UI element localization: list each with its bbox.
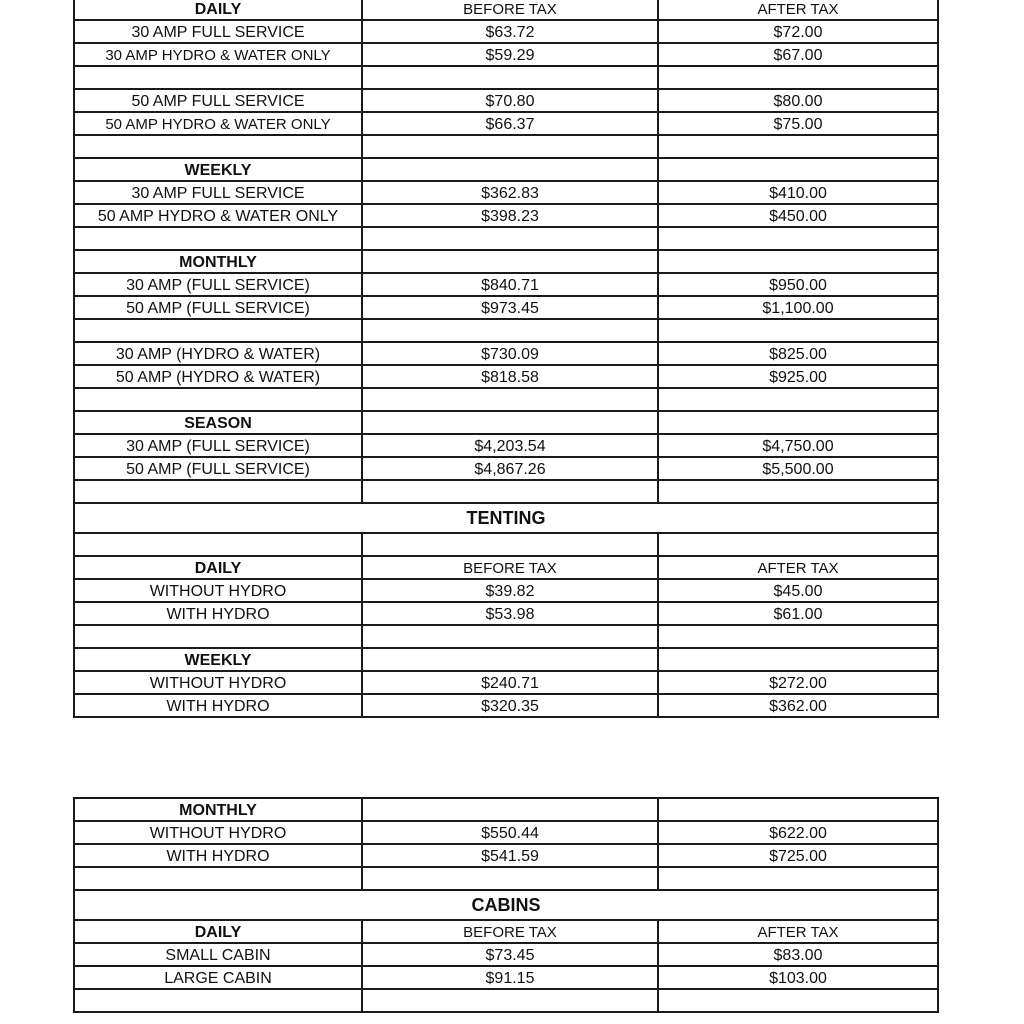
rate-before-tax: $73.45 [362, 943, 658, 966]
rate-label: SMALL CABIN [74, 943, 362, 966]
rate-label: 30 AMP HYDRO & WATER ONLY [74, 43, 362, 66]
rate-after-tax: $83.00 [658, 943, 938, 966]
rate-label: 50 AMP FULL SERVICE [74, 89, 362, 112]
rate-after-tax: $72.00 [658, 20, 938, 43]
table-row [74, 20, 938, 43]
rate-after-tax: $272.00 [658, 671, 938, 694]
table-row [74, 89, 938, 112]
table-row [74, 342, 938, 365]
rate-label: WITH HYDRO [74, 694, 362, 717]
tenting-after-tax-header: AFTER TAX [658, 556, 938, 579]
rv-daily-after-tax-header: AFTER TAX [658, 0, 938, 20]
blank-row [74, 989, 938, 1012]
rate-before-tax: $541.59 [362, 844, 658, 867]
rate-before-tax: $320.35 [362, 694, 658, 717]
rate-after-tax: $67.00 [658, 43, 938, 66]
rate-label: 50 AMP (HYDRO & WATER) [74, 365, 362, 388]
rate-after-tax: $410.00 [658, 181, 938, 204]
rate-before-tax: $59.29 [362, 43, 658, 66]
rv-season-header-row [74, 411, 938, 434]
table-row [74, 296, 938, 319]
rate-after-tax: $5,500.00 [658, 457, 938, 480]
rate-before-tax: $39.82 [362, 579, 658, 602]
table-row [74, 694, 938, 717]
table-row [74, 181, 938, 204]
blank-row [74, 867, 938, 890]
rate-label: 30 AMP FULL SERVICE [74, 181, 362, 204]
rate-after-tax: $725.00 [658, 844, 938, 867]
tenting-weekly-header-row [74, 648, 938, 671]
rv-monthly-header-row [74, 250, 938, 273]
rate-before-tax: $550.44 [362, 821, 658, 844]
cabins-title: CABINS [74, 890, 938, 920]
rate-label: 50 AMP HYDRO & WATER ONLY [74, 204, 362, 227]
tenting-monthly-header-row [74, 798, 938, 821]
rates-table-rv-and-tenting [73, 0, 939, 718]
rate-after-tax: $4,750.00 [658, 434, 938, 457]
rate-after-tax: $80.00 [658, 89, 938, 112]
rate-after-tax: $45.00 [658, 579, 938, 602]
tenting-before-tax-header: BEFORE TAX [362, 556, 658, 579]
blank-row [74, 625, 938, 648]
tenting-monthly-heading: MONTHLY [74, 798, 362, 821]
rate-label: WITH HYDRO [74, 844, 362, 867]
tenting-weekly-heading: WEEKLY [74, 648, 362, 671]
rate-label: 50 AMP (FULL SERVICE) [74, 457, 362, 480]
rate-after-tax: $950.00 [658, 273, 938, 296]
table-row [74, 943, 938, 966]
rate-before-tax: $63.72 [362, 20, 658, 43]
blank-row [74, 135, 938, 158]
table-row [74, 844, 938, 867]
rate-after-tax: $825.00 [658, 342, 938, 365]
tenting-title: TENTING [74, 503, 938, 533]
rate-after-tax: $362.00 [658, 694, 938, 717]
rate-before-tax: $818.58 [362, 365, 658, 388]
rv-weekly-header-row [74, 158, 938, 181]
rate-before-tax: $730.09 [362, 342, 658, 365]
rate-before-tax: $66.37 [362, 112, 658, 135]
rv-daily-heading: DAILY [74, 0, 362, 20]
rv-weekly-heading: WEEKLY [74, 158, 362, 181]
table-row [74, 112, 938, 135]
rate-before-tax: $53.98 [362, 602, 658, 625]
rate-after-tax: $1,100.00 [658, 296, 938, 319]
cabins-before-tax-header: BEFORE TAX [362, 920, 658, 943]
table-row [74, 671, 938, 694]
rv-season-heading: SEASON [74, 411, 362, 434]
table-row [74, 273, 938, 296]
tenting-title-row [74, 503, 938, 533]
rates-table-monthly-and-cabins [73, 797, 939, 1013]
cabins-title-row [74, 890, 938, 920]
rate-after-tax: $103.00 [658, 966, 938, 989]
table-row [74, 602, 938, 625]
rate-label: WITH HYDRO [74, 602, 362, 625]
rv-monthly-heading: MONTHLY [74, 250, 362, 273]
rate-label: 30 AMP (FULL SERVICE) [74, 273, 362, 296]
table-row [74, 434, 938, 457]
rate-label: WITHOUT HYDRO [74, 671, 362, 694]
table-row [74, 821, 938, 844]
tenting-daily-heading: DAILY [74, 556, 362, 579]
table-row [74, 365, 938, 388]
rate-before-tax: $240.71 [362, 671, 658, 694]
rate-before-tax: $91.15 [362, 966, 658, 989]
cabins-daily-heading: DAILY [74, 920, 362, 943]
rate-before-tax: $70.80 [362, 89, 658, 112]
rv-daily-before-tax-header: BEFORE TAX [362, 0, 658, 20]
table-row [74, 204, 938, 227]
blank-row [74, 66, 938, 89]
blank-row [74, 388, 938, 411]
rate-after-tax: $622.00 [658, 821, 938, 844]
rate-label: 50 AMP HYDRO & WATER ONLY [74, 112, 362, 135]
rate-before-tax: $398.23 [362, 204, 658, 227]
rate-label: 30 AMP (FULL SERVICE) [74, 434, 362, 457]
blank-row [74, 480, 938, 503]
rate-after-tax: $61.00 [658, 602, 938, 625]
rate-label: WITHOUT HYDRO [74, 821, 362, 844]
blank-row [74, 227, 938, 250]
table-row [74, 579, 938, 602]
rate-label: LARGE CABIN [74, 966, 362, 989]
rate-before-tax: $973.45 [362, 296, 658, 319]
rate-label: 30 AMP FULL SERVICE [74, 20, 362, 43]
rate-before-tax: $4,203.54 [362, 434, 658, 457]
rate-after-tax: $925.00 [658, 365, 938, 388]
rate-after-tax: $450.00 [658, 204, 938, 227]
tenting-daily-header-row [74, 556, 938, 579]
rate-label: 30 AMP (HYDRO & WATER) [74, 342, 362, 365]
rate-label: 50 AMP (FULL SERVICE) [74, 296, 362, 319]
blank-row [74, 533, 938, 556]
table-row [74, 966, 938, 989]
cabins-after-tax-header: AFTER TAX [658, 920, 938, 943]
rate-after-tax: $75.00 [658, 112, 938, 135]
blank-row [74, 319, 938, 342]
rate-label: WITHOUT HYDRO [74, 579, 362, 602]
rate-before-tax: $840.71 [362, 273, 658, 296]
cabins-daily-header-row [74, 920, 938, 943]
table-row [74, 457, 938, 480]
table-row [74, 43, 938, 66]
rv-daily-header-row [74, 0, 938, 20]
rate-before-tax: $4,867.26 [362, 457, 658, 480]
rate-before-tax: $362.83 [362, 181, 658, 204]
